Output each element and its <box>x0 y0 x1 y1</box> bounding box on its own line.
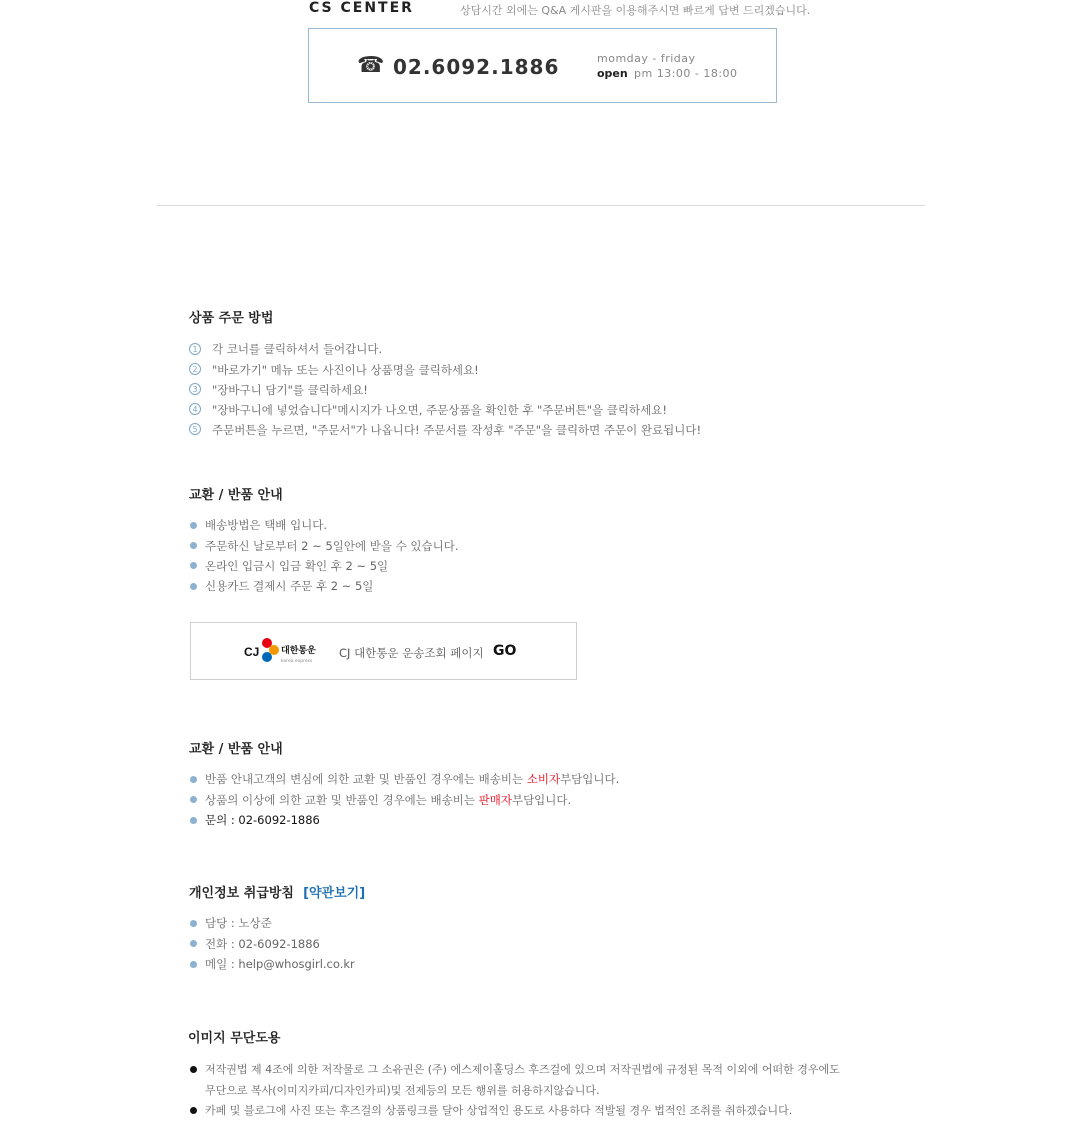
svg-text:korea express: korea express <box>281 659 313 664</box>
order-guide-title: 상품 주문 방법 <box>189 311 274 326</box>
phone-icon: ☎ <box>357 53 385 78</box>
phone-number: 02.6092.1886 <box>393 55 560 79</box>
privacy-section-title: 개인정보 취급방침 [약관보기] <box>189 886 366 901</box>
bullet-icon <box>190 776 197 783</box>
section-divider <box>157 205 925 206</box>
delivery-section-title: 교환 / 반품 안내 <box>189 488 283 503</box>
order-step: 각 코너를 클릭하셔서 들어갑니다. <box>212 342 383 356</box>
copyright-item: 카페 및 블로그에 사진 또는 후즈걸의 상품링크를 달아 상업적인 용도로 사용하다 적발될 경우 법적인 조취를 취하겠습니다. <box>205 1104 793 1117</box>
consumer-highlight: 소비자 <box>526 772 561 786</box>
order-step: "바로가기" 메뉴 또는 사진이나 상품명을 클릭하세요! <box>212 363 479 377</box>
cs-contact-box <box>308 28 777 103</box>
delivery-item: 배송방법은 택배 입니다. <box>205 518 328 532</box>
exchange-item: 상품의 이상에 의한 교환 및 반품인 경우에는 배송비는 판매자부담입니다. <box>205 793 572 807</box>
step-number-icon: 5 <box>189 423 201 435</box>
copyright-section-title: 이미지 무단도용 <box>188 1031 281 1046</box>
svg-text:대한통운: 대한통운 <box>281 646 316 656</box>
order-step: "장바구니에 넣었습니다"메시지가 나오면, 주문상품을 확인한 후 "주문버튼"을 클릭하세요! <box>212 403 667 417</box>
cs-center-title: CS CENTER <box>309 0 414 16</box>
business-days: momday - friday <box>597 52 696 65</box>
inquiry-phone: 문의 : 02-6092-1886 <box>205 813 320 827</box>
privacy-item: 전화 : 02-6092-1886 <box>205 937 320 951</box>
copyright-item: 저작권법 제 4조에 의한 저작물로 그 소유권은 (주) 에스제이홀딩스 후즈걸에 있으며 저작권법에 규정된 목적 이외에 어떠한 경우에도 <box>205 1063 840 1076</box>
step-number-icon: 3 <box>189 383 201 395</box>
bullet-icon <box>190 961 197 968</box>
bullet-icon <box>190 562 197 569</box>
step-number-icon: 1 <box>189 343 201 355</box>
delivery-item: 온라인 입금시 입금 확인 후 2 ~ 5일 <box>205 559 389 573</box>
terms-link[interactable]: [약관보기] <box>303 886 366 901</box>
bullet-icon <box>190 920 197 927</box>
seller-highlight: 판매자 <box>478 793 512 807</box>
bullet-icon <box>190 796 197 803</box>
cs-notice-text: 상담시간 외에는 Q&A 게시판을 이용해주시면 빠르게 답변 드리겠습니다. <box>460 4 811 17</box>
privacy-item: 메일 : help@whosgirl.co.kr <box>205 957 355 971</box>
delivery-item: 신용카드 결제시 주문 후 2 ~ 5일 <box>205 579 374 593</box>
bullet-icon <box>190 817 197 824</box>
bullet-icon <box>190 583 197 590</box>
bullet-icon <box>190 522 197 529</box>
order-step: "장바구니 담기"를 클릭하세요! <box>212 383 368 397</box>
bullet-icon <box>190 940 197 947</box>
copyright-item-continued: 무단으로 복사(이미지카피/디자인카피)및 전제등의 모든 행위를 허용하지않습니다. <box>205 1084 600 1097</box>
open-label: open <box>597 67 628 80</box>
step-number-icon: 2 <box>189 363 201 375</box>
step-number-icon: 4 <box>189 403 201 415</box>
delivery-item: 주문하신 날로부터 2 ~ 5일안에 받을 수 있습니다. <box>205 539 459 553</box>
bullet-icon <box>190 1066 197 1073</box>
exchange-section-title: 교환 / 반품 안내 <box>189 742 283 757</box>
cj-go-button[interactable]: GO <box>493 643 517 659</box>
privacy-item: 담당 : 노상준 <box>205 916 272 930</box>
order-step: 주문버튼을 누르면, "주문서"가 나옵니다! 주문서를 작성후 "주문"을 클릭하면 주문이 완료됩니다! <box>212 423 702 437</box>
bullet-icon <box>190 1107 197 1114</box>
cj-tracking-link[interactable] <box>190 622 577 680</box>
cj-link-text: CJ 대한통운 운송조회 페이지 <box>339 646 484 660</box>
business-hours: pm 13:00 - 18:00 <box>634 67 738 80</box>
bullet-icon <box>190 542 197 549</box>
exchange-item: 반품 안내고객의 변심에 의한 교환 및 반품인 경우에는 배송비는 소비자부담입니다. <box>205 772 620 786</box>
cj-logo <box>243 635 321 667</box>
svg-text:CJ: CJ <box>244 645 260 659</box>
